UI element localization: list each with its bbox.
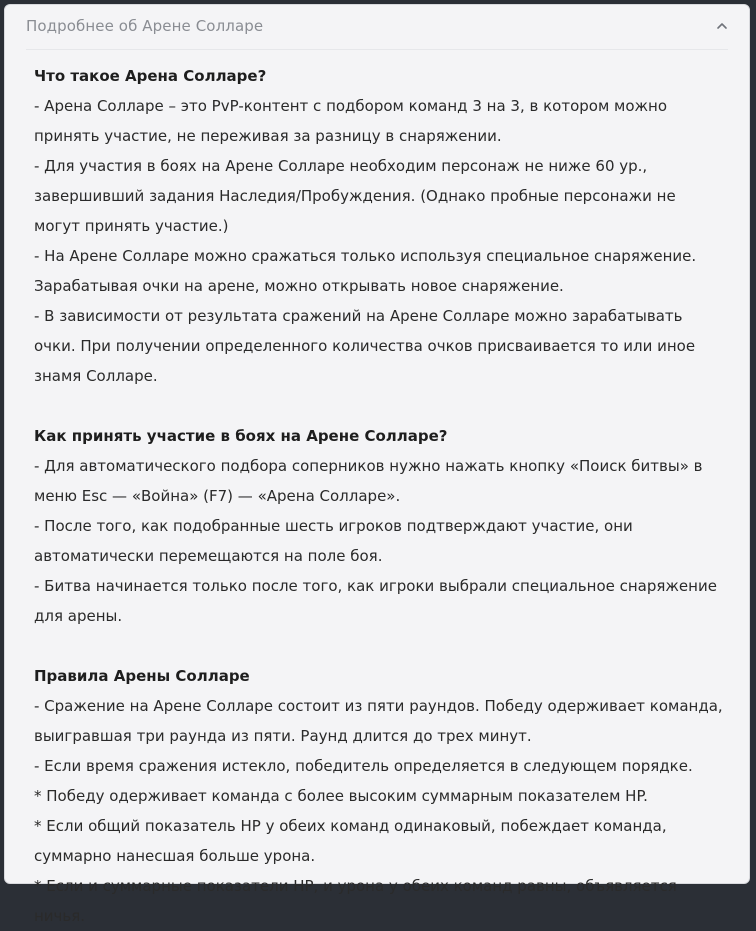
header-divider: [26, 49, 728, 50]
chevron-up-icon[interactable]: [716, 20, 728, 32]
paragraph: - После того, как подобранные шесть игроков подтверждают участие, они автоматически перемещаются на поле боя.: [34, 517, 633, 565]
paragraph: - Для участия в боях на Арене Солларе необходим персонаж не ниже 60 ур., завершивший задания Наследия/Пробуждения. (Однако пробные персонажи не могут принять участие.): [34, 157, 676, 235]
paragraph: - Битва начинается только после того, как игроки выбрали специальное снаряжение для арены.: [34, 577, 717, 625]
accordion-panel: [4, 4, 750, 925]
paragraph: - Сражение на Арене Солларе состоит из пяти раундов. Победу одерживает команда, выигравшая три раунда из пяти. Раунд длится до трех минут.: [34, 697, 723, 745]
paragraph: * Победу одерживает команда с более высоким суммарным показателем HP.: [34, 787, 648, 805]
section-heading-what: Что такое Арена Солларе?: [34, 67, 267, 85]
section-heading-how: Как принять участие в боях на Арене Солларе?: [34, 427, 448, 445]
paragraph: - На Арене Солларе можно сражаться только используя специальное снаряжение. Зарабатывая очки на арене, можно открывать новое снаряжение.: [34, 247, 697, 295]
section-heading-rules: Правила Арены Солларе: [34, 667, 250, 685]
paragraph: - Арена Солларе – это PvP-контент с подбором команд 3 на 3, в котором можно принять участие, не переживая за разницу в снаряжении.: [34, 97, 668, 145]
accordion-title: Подробнее об Арене Солларе: [26, 17, 264, 35]
spacer: [34, 631, 724, 661]
paragraph: - Для автоматического подбора соперников нужно нажать кнопку «Поиск битвы» в меню Esc — «Война» (F7) — «Арена Солларе».: [34, 457, 703, 505]
accordion-header[interactable]: [5, 5, 749, 49]
paragraph: * Если и суммарные показатели HP, и урона у обеих команд равны, объявляется ничья.: [34, 877, 677, 925]
paragraph: - В зависимости от результата сражений на Арене Солларе можно зарабатывать очки. При получении определенного количества очков присваивается то или иное знамя Солларе.: [34, 307, 696, 385]
paragraph: - Если время сражения истекло, победитель определяется в следующем порядке.: [34, 757, 693, 775]
paragraph: * Если общий показатель HP у обеих команд одинаковый, побеждает команда, суммарно нанесшая больше урона.: [34, 817, 667, 865]
spacer: [34, 391, 724, 421]
accordion-content: [34, 61, 724, 931]
